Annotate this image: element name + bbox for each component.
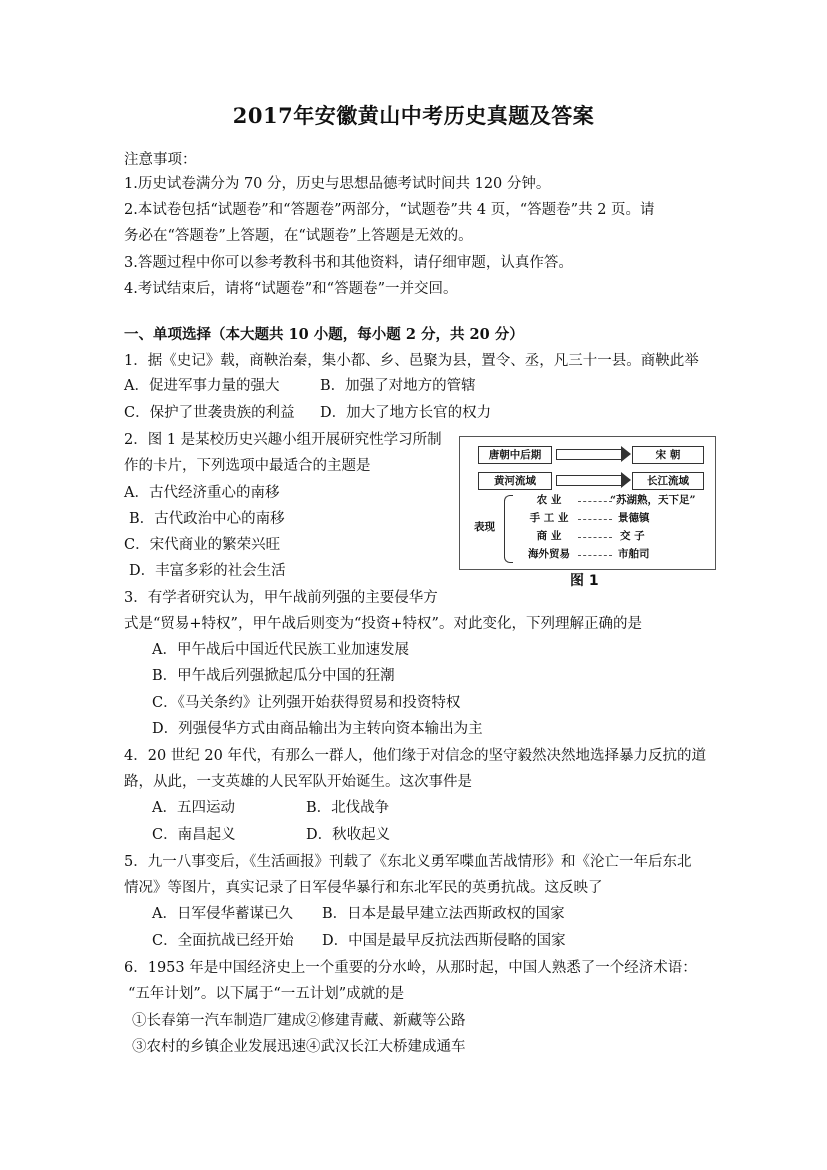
fig-arrow-mid [556, 475, 621, 486]
notice-line: 务必在“答题卷”上答题，在“试题卷”上答题是无效的。 [124, 228, 473, 244]
q5-stem-line2: 情况》等图片，真实记录了日军侵华暴行和东北军民的英勇抗战。这反映了 [124, 880, 603, 896]
q2-stem-line1: 2．图 1 是某校历史兴趣小组开展研究性学习所制 [124, 432, 442, 448]
notice-line: 4.考试结束后，请将“试题卷”和“答题卷”一并交回。 [124, 281, 458, 297]
q1-option-a: A．促进军事力量的强大 [124, 378, 280, 394]
q5-option-a: A．日军侵华蓄谋已久 [152, 906, 293, 922]
fig-row-left: 农 业 [536, 494, 562, 506]
page-title: 2017年安徽黄山中考历史真题及答案 [232, 103, 595, 128]
q6-stem-line1: 6．1953 年是中国经济史上一个重要的分水岭，从那时起，中国人熟悉了一个经济术语： [124, 960, 697, 976]
fig-dash [578, 537, 612, 538]
fig-brace [504, 495, 513, 563]
q1-option-c: C．保护了世袭贵族的利益 [124, 405, 295, 421]
fig-dash [578, 501, 612, 502]
q1-option-d: D．加大了地方长官的权力 [320, 405, 492, 421]
notice-line: 1.历史试卷满分为 70 分，历史与思想品德考试时间共 120 分钟。 [124, 176, 551, 192]
q4-option-c: C．南昌起义 [152, 827, 236, 843]
q3-stem-line1: 3．有学者研究认为，甲午战前列强的主要侵华方 [124, 590, 438, 606]
q4-option-d: D．秋收起义 [306, 827, 391, 843]
notice-line: 2.本试卷包括“试题卷”和“答题卷”两部分，“试题卷”共 4 页，“答题卷”共 2 页。请 [124, 202, 655, 218]
q2-option-c: C．宋代商业的繁荣兴旺 [124, 537, 281, 553]
fig-label-biaoxian: 表现 [474, 521, 495, 533]
fig-dash [578, 555, 612, 556]
q4-option-a: A．五四运动 [152, 800, 235, 816]
q6-stem-line2: “五年计划”。以下属于“一五计划”成就的是 [128, 986, 405, 1002]
q6-item-line2: ③农村的乡镇企业发展迅速④武汉长江大桥建成通车 [132, 1039, 466, 1055]
fig-row-right: 市舶司 [618, 548, 650, 560]
q4-stem-line1: 4．20 世纪 20 年代，有那么一群人，他们缘于对信念的坚守毅然决然地选择暴力反抗的道 [124, 748, 706, 764]
q2-option-b: B．古代政治中心的南移 [129, 511, 285, 527]
fig-arrow-top [556, 449, 621, 460]
q3-stem-line2: 式是“贸易+特权”，甲午战后则变为“投资+特权”。对此变化，下列理解正确的是 [124, 616, 642, 632]
notice-heading: 注意事项： [124, 152, 197, 168]
q5-option-c: C．全面抗战已经开始 [152, 933, 294, 949]
fig-row-left: 手 工 业 [529, 512, 569, 524]
fig-box-region-right: 长江流域 [632, 472, 704, 490]
q3-option-a: A．甲午战后中国近代民族工业加速发展 [152, 642, 409, 658]
fig-row-right: 景德镇 [618, 512, 650, 524]
q5-stem-line1: 5．九一八事变后，《生活画报》刊载了《东北义勇军喋血苦战情形》和《沦亡一年后东北 [124, 854, 692, 870]
fig-box-period-right: 宋 朝 [632, 446, 704, 464]
q1-option-b: B．加强了对地方的管辖 [320, 378, 476, 394]
q3-option-b: B．甲午战后列强掀起瓜分中国的狂潮 [152, 668, 395, 684]
fig-dash [578, 519, 612, 520]
q2-option-d: D．丰富多彩的社会生活 [129, 563, 286, 579]
q6-item-line1: ①长春第一汽车制造厂建成②修建青藏、新藏等公路 [132, 1013, 466, 1029]
figure-caption: 图 1 [570, 573, 599, 589]
q5-option-d: D．中国是最早反抗法西斯侵略的国家 [322, 933, 566, 949]
fig-row-left: 商 业 [536, 530, 562, 542]
fig-row-left: 海外贸易 [528, 548, 570, 560]
q4-option-b: B．北伐战争 [306, 800, 390, 816]
q3-option-d: D．列强侵华方式由商品输出为主转向资本输出为主 [152, 721, 483, 737]
figure-1-card [459, 436, 716, 570]
notice-line: 3.答题过程中你可以参考教科书和其他资料，请仔细审题，认真作答。 [124, 255, 573, 271]
section-heading: 一、单项选择（本大题共 10 小题，每小题 2 分，共 20 分） [124, 326, 524, 343]
fig-row-right: 交 子 [620, 530, 645, 542]
q2-stem-line2: 作的卡片，下列选项中最适合的主题是 [124, 458, 371, 474]
q3-option-c: C．《马关条约》让列强开始获得贸易和投资特权 [152, 695, 461, 711]
fig-row-right: “苏湖熟，天下足” [610, 494, 696, 506]
fig-box-region-left: 黄河流域 [478, 472, 552, 490]
q4-stem-line2: 路，从此，一支英雄的人民军队开始诞生。这次事件是 [124, 774, 472, 790]
fig-box-period-left: 唐朝中后期 [478, 446, 552, 464]
q1-stem: 1．据《史记》载，商鞅治秦，集小都、乡、邑聚为县，置令、丞，凡三十一县。商鞅此举 [124, 353, 699, 369]
q5-option-b: B．日本是最早建立法西斯政权的国家 [322, 906, 565, 922]
q2-option-a: A．古代经济重心的南移 [124, 485, 280, 501]
